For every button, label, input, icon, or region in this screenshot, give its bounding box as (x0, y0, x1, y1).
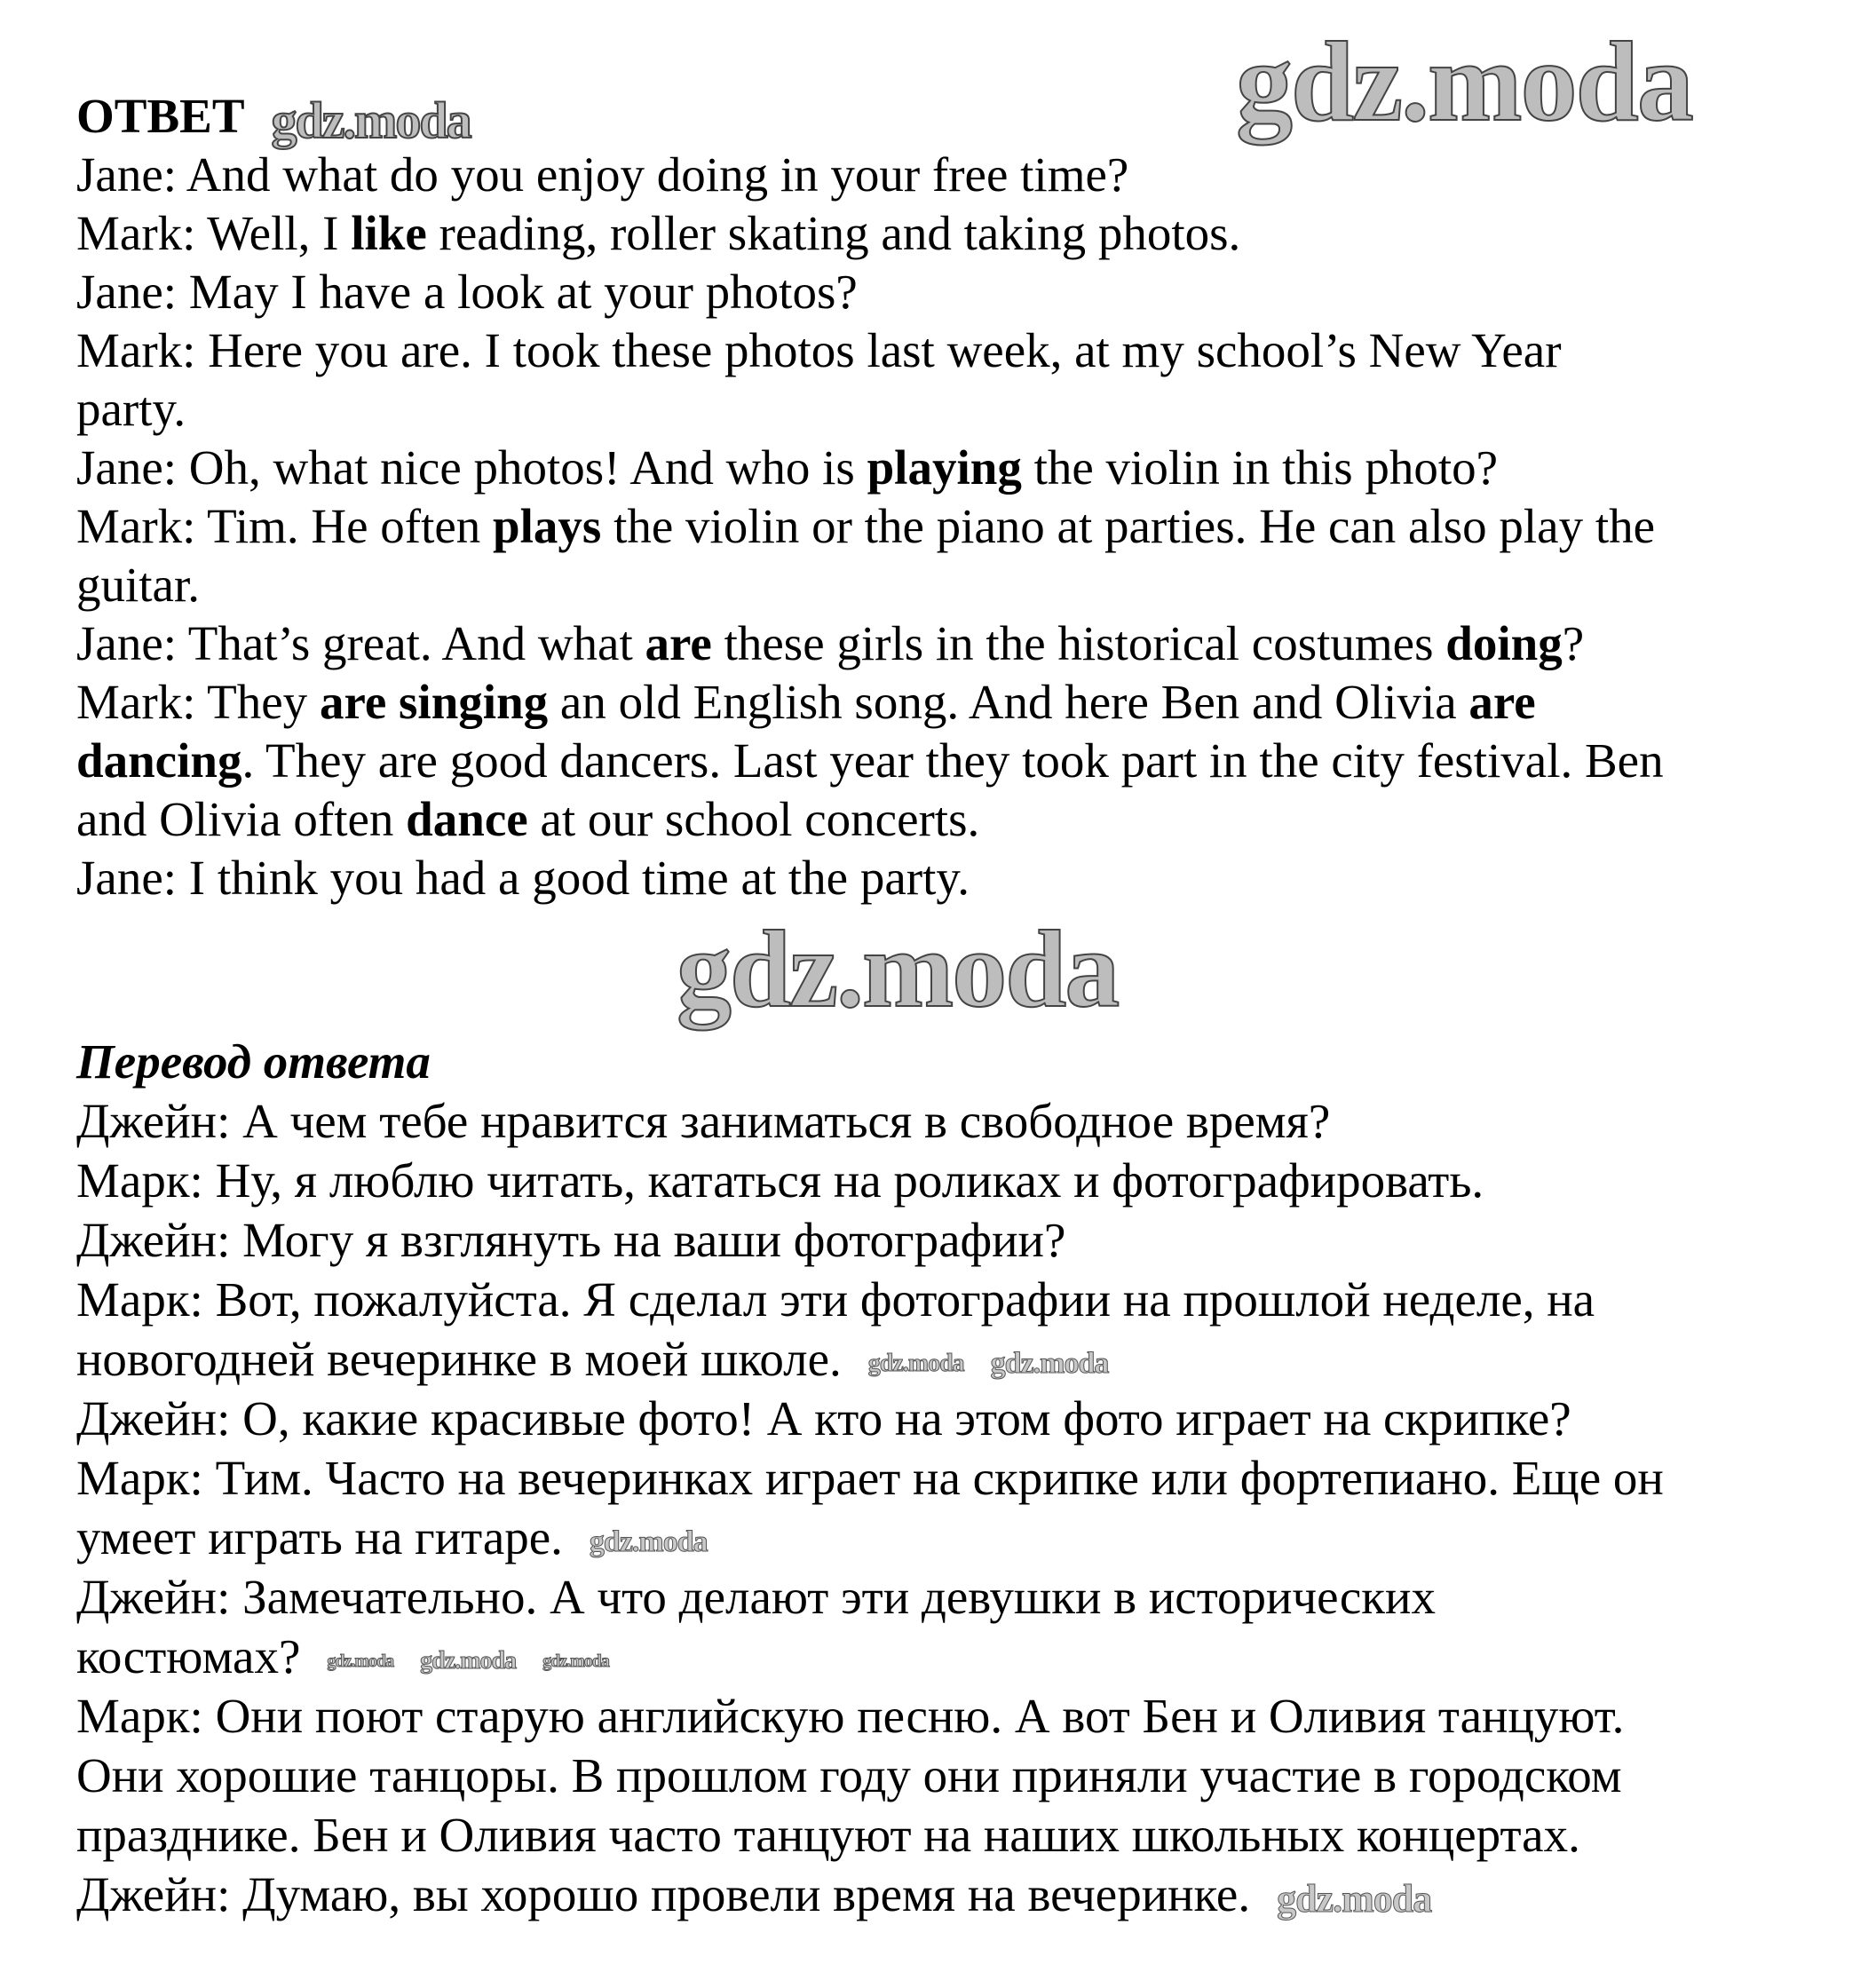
text-segment: Джейн: Думаю, вы хорошо провели время на вечеринке. (76, 1867, 1251, 1921)
text-line (76, 1567, 1664, 1627)
text-segment: and Olivia often (76, 792, 407, 846)
text-line (76, 732, 1664, 790)
text-segment: Марк: Ну, я люблю читать, кататься на роликах и фотографировать. (76, 1153, 1484, 1208)
text-line (76, 263, 1664, 321)
text-line (76, 1210, 1664, 1270)
text-segment: Они хорошие танцоры. В прошлом году они приняли участие в городском (76, 1748, 1622, 1802)
bold-text: ОТВЕТ (76, 89, 245, 143)
text-segment: Jane: I think you had a good time at the party. (76, 851, 970, 905)
text-segment: . They are good dancers. Last year they took part in the city festival. Ben (241, 733, 1664, 788)
text-line (76, 1627, 1664, 1686)
text-segment: the violin in this photo? (1021, 440, 1499, 495)
text-segment: an old English song. And here Ben and Olivia (548, 675, 1469, 729)
text-line (76, 1508, 1664, 1567)
text-segment: Mark: Well, I (76, 206, 352, 260)
text-line (76, 146, 1664, 204)
watermark-logo: gdz.moda (990, 1347, 1109, 1381)
text-line (76, 673, 1664, 732)
watermark-logo: gdz.moda (867, 1350, 964, 1378)
text-segment: reading, roller skating and taking photos. (426, 206, 1241, 260)
text-segment: Mark: Here you are. I took these photos last week, at my school’s New Year (76, 323, 1562, 377)
text-segment: костюмах? (76, 1629, 301, 1683)
text-line (76, 614, 1664, 673)
watermark-logo: gdz.moda (677, 908, 1119, 1030)
text-segment: празднике. Бен и Оливия часто танцуют на наших школьных концертах. (76, 1808, 1580, 1862)
bold-text: plays (493, 499, 602, 553)
text-line (76, 1091, 1664, 1151)
bold-text: like (351, 206, 427, 260)
text-line (76, 556, 1664, 614)
bold-text: dance (406, 792, 528, 846)
text-segment: Марк: Тим. Часто на вечеринках играет на скрипке или фортепиано. Еще он (76, 1451, 1664, 1505)
bold-text: dancing (76, 733, 242, 788)
watermark-logo: gdz.moda (1236, 19, 1692, 145)
bold-text: are (645, 616, 712, 670)
text-line (76, 439, 1664, 497)
text-line (76, 1448, 1664, 1508)
text-segment: Джейн: Могу я взглянуть на ваши фотографии? (76, 1213, 1066, 1267)
watermark-logo: gdz.moda (1277, 1877, 1432, 1921)
text-segment: Mark: Tim. He often (76, 499, 494, 553)
text-segment: Джейн: А чем тебе нравится заниматься в свободное время? (76, 1094, 1331, 1148)
watermark-logo: gdz.moda (420, 1647, 517, 1675)
bold-text: are singing (319, 675, 549, 729)
text-segment: the violin or the piano at parties. He can also play the (601, 499, 1656, 553)
watermark-logo: gdz.moda (271, 91, 471, 150)
text-line (76, 1270, 1664, 1329)
text-line (76, 790, 1664, 849)
text-line (76, 1746, 1664, 1805)
text-segment: Джейн: Замечательно. А что делают эти девушки в исторических (76, 1570, 1436, 1624)
text-line (76, 204, 1664, 263)
text-segment: guitar. (76, 558, 201, 612)
watermark-logo: gdz.moda (589, 1525, 708, 1559)
bold-text: playing (867, 440, 1022, 495)
text-line (76, 1329, 1664, 1389)
text-segment: Марк: Вот, пожалуйста. Я сделал эти фотографии на прошлой неделе, на (76, 1272, 1595, 1327)
text-line (76, 321, 1664, 380)
text-line (76, 849, 1664, 907)
text-segment: Марк: Они поют старую английскую песню. А вот Бен и Оливия танцуют. (76, 1689, 1625, 1743)
bold-text: are (1468, 675, 1536, 729)
text-segment: these girls in the historical costumes (711, 616, 1446, 670)
text-line (76, 1686, 1664, 1746)
bold-text: doing (1445, 616, 1563, 670)
text-line (76, 497, 1664, 556)
section-heading: Перевод ответа (76, 1034, 431, 1089)
text-line (76, 1865, 1664, 1924)
text-segment: ? (1562, 616, 1585, 670)
text-segment: Jane: And what do you enjoy doing in your free time? (76, 147, 1129, 202)
text-segment: умеет играть на гитаре. (76, 1510, 563, 1564)
russian-translation (76, 1032, 1664, 1924)
text-line (76, 1032, 1664, 1091)
text-segment: Jane: That’s great. And what (76, 616, 645, 670)
text-line (76, 1805, 1664, 1865)
english-answer (76, 87, 1664, 907)
text-segment: новогодней вечеринке в моей школе. (76, 1332, 842, 1386)
text-segment: Джейн: О, какие красивые фото! А кто на этом фото играет на скрипке? (76, 1391, 1571, 1445)
text-line (76, 380, 1664, 439)
watermark-logo: gdz.moda (327, 1651, 394, 1672)
text-line (76, 1389, 1664, 1448)
text-segment: Jane: May I have a look at your photos? (76, 265, 858, 319)
watermark-logo: gdz.moda (542, 1651, 609, 1672)
text-segment: Jane: Oh, what nice photos! And who is (76, 440, 867, 495)
text-line (76, 1151, 1664, 1210)
text-segment: Mark: They (76, 675, 320, 729)
text-segment: at our school concerts. (527, 792, 980, 846)
text-segment: party. (76, 382, 186, 436)
